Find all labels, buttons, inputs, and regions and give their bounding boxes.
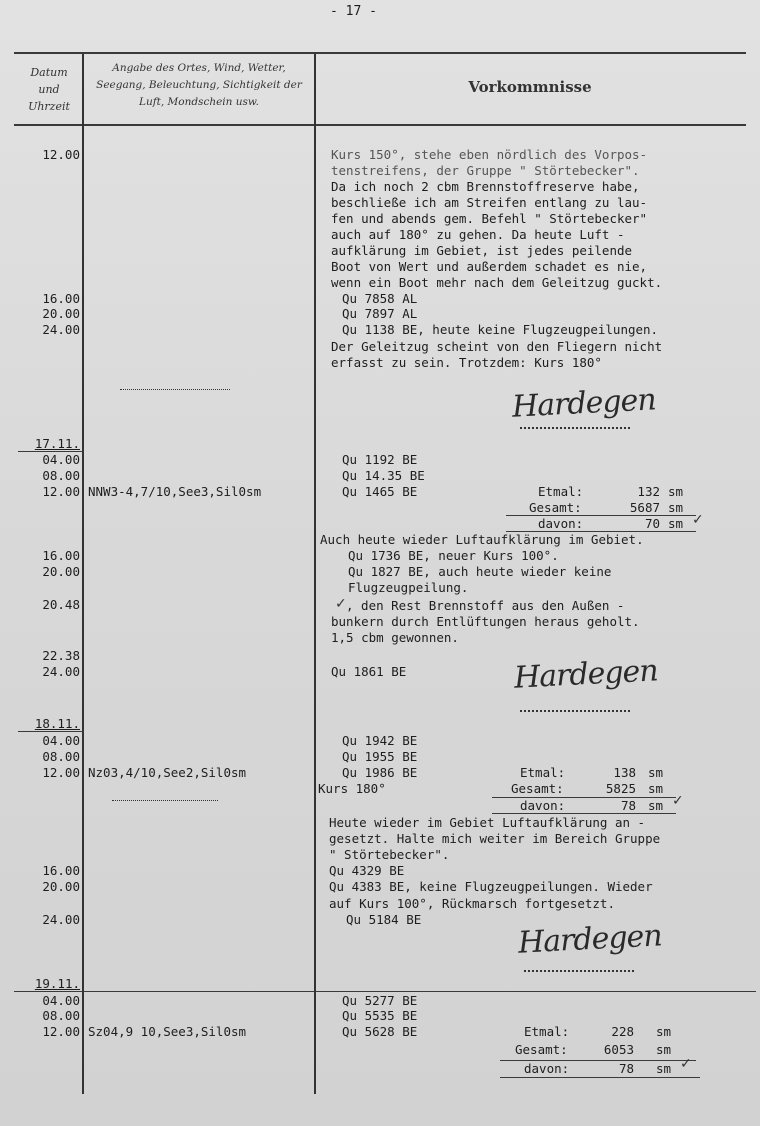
date-cell: 18.11.: [34, 716, 80, 731]
davon-value: 70: [644, 516, 660, 531]
gesamt-value: 6053: [603, 1042, 634, 1057]
time-cell: 16.00: [42, 863, 80, 878]
time-cell: 08.00: [42, 1008, 80, 1023]
entry-line: Qu 7858 AL: [342, 291, 418, 306]
entry-line: Qu 1955 BE: [342, 749, 418, 764]
total-underline: [492, 813, 676, 814]
entry-line: Qu 1861 BE: [331, 664, 407, 679]
davon-value: 78: [618, 1061, 634, 1076]
entry-line: auf Kurs 100°, Rückmarsch fortgesetzt.: [329, 896, 615, 911]
time-cell: 08.00: [42, 468, 80, 483]
signature-hardegen: Hardegen: [513, 653, 659, 696]
entry-line: beschließe ich am Streifen entlang zu lau-: [331, 195, 648, 210]
check-mark-icon: ✓: [680, 1056, 692, 1072]
time-cell: 24.00: [42, 664, 80, 679]
entry-line: Kurs 180°: [318, 781, 386, 796]
gesamt-label: Gesamt:: [511, 781, 564, 796]
time-cell: 20.00: [42, 879, 80, 894]
signature-dotted-line: [524, 970, 634, 972]
page-fold-rule: [14, 991, 756, 992]
entry-line: Qu 4329 BE: [329, 863, 405, 878]
entry-line: Qu 1736 BE, neuer Kurs 100°.: [348, 548, 559, 563]
unit: sm: [656, 1042, 672, 1057]
entry-line: Qu 1192 BE: [342, 452, 418, 467]
dotted-line: [120, 389, 230, 390]
date-underline: [18, 731, 84, 732]
entry-line: gesetzt. Halte mich weiter im Bereich Gruppe: [329, 831, 661, 846]
column-divider-2: [314, 54, 316, 1094]
weather-cell: NNW3-4,7/10,See3,Sil0sm: [88, 484, 262, 499]
time-cell: 20.48: [42, 597, 80, 612]
date-cell: 17.11.: [34, 436, 80, 451]
time-cell: 12.00: [42, 1024, 80, 1039]
entry-line: Qu 5535 BE: [342, 1008, 418, 1023]
gesamt-value: 5825: [605, 781, 636, 796]
entry-line: Qu 5628 BE: [342, 1024, 418, 1039]
etmal-label: Etmal:: [538, 484, 584, 499]
dotted-line: [112, 800, 218, 801]
davon-value: 78: [620, 798, 636, 813]
entry-line: Qu 4383 BE, keine Flugzeugpeilungen. Wieder: [329, 879, 653, 894]
signature-dotted-line: [520, 427, 630, 429]
etmal-value: 228: [611, 1024, 634, 1039]
entry-line: Auch heute wieder Luftaufklärung im Gebiet.: [320, 532, 644, 547]
time-cell: 04.00: [42, 452, 80, 467]
entry-line: Qu 14.35 BE: [342, 468, 425, 483]
entry-line: Qu 1942 BE: [342, 733, 418, 748]
etmal-value: 132: [637, 484, 660, 499]
entry-line: fen und abends gem. Befehl " Störtebecker": [331, 211, 648, 226]
header-vorkommnisse: Vorkommnisse: [468, 78, 592, 96]
signature-hardegen: Hardegen: [511, 382, 657, 425]
total-underline: [500, 1077, 700, 1078]
unit: sm: [648, 781, 664, 796]
total-rule: [500, 1060, 696, 1061]
time-cell: 24.00: [42, 322, 80, 337]
insertion-mark-icon: ✓: [335, 596, 347, 612]
unit: sm: [668, 516, 684, 531]
entry-line: bunkern durch Entlüftungen heraus geholt.: [331, 614, 640, 629]
header-angabe: Angabe des Ortes, Wind, Wetter, Seegang, Beleuchtung, Sichtigkeit der Luft, Mondschein usw.: [96, 62, 302, 108]
table-top-rule: [14, 52, 746, 54]
entry-line: Da ich noch 2 cbm Brennstoffreserve habe,: [331, 179, 640, 194]
unit: sm: [648, 765, 664, 780]
entry-line: auch auf 180° zu gehen. Da heute Luft -: [331, 227, 625, 242]
date-cell: 19.11.: [34, 976, 80, 991]
entry-line: Qu 1986 BE: [342, 765, 418, 780]
entry-line: Der Geleitzug scheint von den Fliegern nicht: [331, 339, 663, 354]
davon-label: davon:: [520, 798, 566, 813]
check-mark-icon: ✓: [692, 512, 704, 528]
entry-line: , den Rest Brennstoff aus den Außen -: [346, 598, 625, 613]
time-cell: 12.00: [42, 484, 80, 499]
gesamt-label: Gesamt:: [515, 1042, 568, 1057]
total-rule: [506, 515, 696, 516]
time-cell: 20.00: [42, 564, 80, 579]
time-cell: 12.00: [42, 147, 80, 162]
entry-line: Qu 5277 BE: [342, 993, 418, 1008]
entry-line: Qu 7897 AL: [342, 306, 418, 321]
entry-line: Boot von Wert und außerdem schadet es nie,: [331, 259, 648, 274]
time-cell: 16.00: [42, 291, 80, 306]
unit: sm: [648, 798, 664, 813]
entry-line: Qu 1465 BE: [342, 484, 418, 499]
unit: sm: [668, 484, 684, 499]
davon-label: davon:: [524, 1061, 570, 1076]
entry-line: Qu 1827 BE, auch heute wieder keine: [348, 564, 612, 579]
weather-cell: Sz04,9 10,See3,Sil0sm: [88, 1024, 247, 1039]
time-cell: 20.00: [42, 306, 80, 321]
gesamt-value: 5687: [629, 500, 660, 515]
entry-line: wenn ein Boot mehr nach dem Geleitzug guckt.: [331, 275, 663, 290]
unit: sm: [656, 1061, 672, 1076]
header-datum: Datum und Uhrzeit: [28, 66, 70, 113]
time-cell: 04.00: [42, 733, 80, 748]
entry-line: 1,5 cbm gewonnen.: [331, 630, 459, 645]
entry-line: aufklärung im Gebiet, ist jedes peilende: [331, 243, 633, 258]
entry-line: Kurs 150°, stehe eben nördlich des Vorpos-: [331, 147, 648, 162]
time-cell: 24.00: [42, 912, 80, 927]
time-cell: 16.00: [42, 548, 80, 563]
time-cell: 12.00: [42, 765, 80, 780]
entry-line: " Störtebecker".: [329, 847, 450, 862]
weather-cell: Nz03,4/10,See2,Sil0sm: [88, 765, 247, 780]
unit: sm: [656, 1024, 672, 1039]
time-cell: 04.00: [42, 993, 80, 1008]
entry-line: Qu 1138 BE, heute keine Flugzeugpeilungen.: [342, 322, 659, 337]
unit: sm: [668, 500, 684, 515]
entry-line: erfasst zu sein. Trotzdem: Kurs 180°: [331, 355, 602, 370]
check-mark-icon: ✓: [672, 793, 684, 809]
entry-line: Heute wieder im Gebiet Luftaufklärung an -: [329, 815, 646, 830]
davon-label: davon:: [538, 516, 584, 531]
page-number: - 17 -: [330, 4, 377, 19]
header-bottom-rule: [14, 124, 746, 126]
etmal-label: Etmal:: [520, 765, 566, 780]
signature-hardegen: Hardegen: [517, 918, 663, 961]
entry-line: tenstreifens, der Gruppe " Störtebecker".: [331, 163, 640, 178]
etmal-value: 138: [613, 765, 636, 780]
entry-line: Qu 5184 BE: [346, 912, 422, 927]
gesamt-label: Gesamt:: [529, 500, 582, 515]
entry-line: Flugzeugpeilung.: [348, 580, 469, 595]
time-cell: 08.00: [42, 749, 80, 764]
etmal-label: Etmal:: [524, 1024, 570, 1039]
column-divider-1: [82, 54, 84, 1094]
total-rule: [492, 797, 676, 798]
signature-dotted-line: [520, 710, 630, 712]
time-cell: 22.38: [42, 648, 80, 663]
